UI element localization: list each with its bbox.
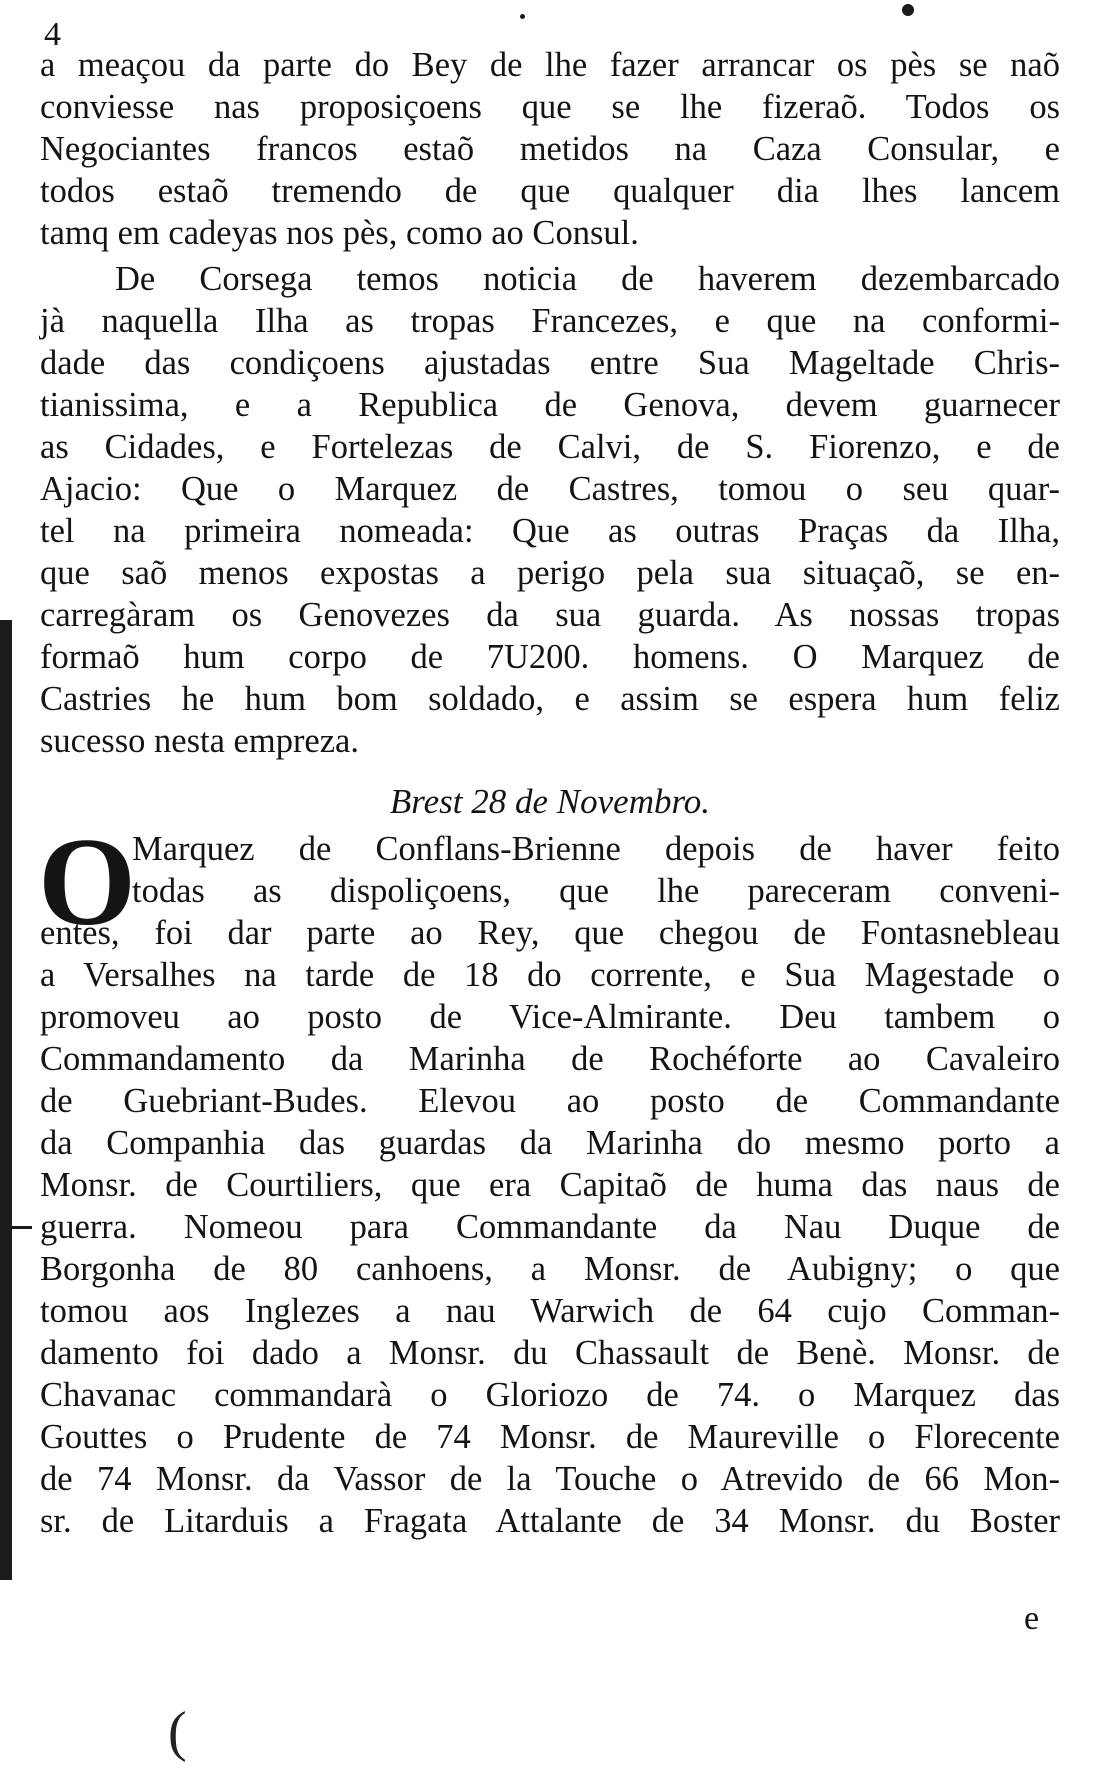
text-line: Marquez de Conflans-Brienne depois de haver feito	[132, 830, 1060, 868]
text-line: De Corsega temos noticia de haverem dezembarcado	[115, 260, 1060, 298]
paragraph-3	[38, 813, 1060, 1542]
text-line: promoveu ao posto de Vice-Almirante. Deu tambem o	[40, 998, 1060, 1036]
text-line: a meaçou da parte do Bey de lhe fazer arrancar os pès se naõ	[40, 46, 1060, 84]
ink-dot	[902, 4, 914, 16]
text-line: as Cidades, e Fortelezas de Calvi, de S. Fiorenzo, e de	[40, 428, 1060, 466]
text-line: que saõ menos expostas a perigo pela sua situaçaõ, se en-	[40, 554, 1060, 592]
text-line: tianissima, e a Republica de Genova, devem guarnecer	[40, 386, 1060, 424]
page-number: 4	[44, 16, 61, 53]
text-line: Monsr. de Courtiliers, que era Capitaõ de huma das naus de	[40, 1166, 1060, 1204]
text-line: sucesso nesta empreza.	[40, 722, 359, 760]
text-line: dade das condiçoens ajustadas entre Sua Mageltade Chris-	[40, 344, 1060, 382]
paragraph-1	[40, 44, 1060, 254]
text-line: Gouttes o Prudente de 74 Monsr. de Maureville o Florecente	[40, 1418, 1060, 1456]
text-line: todos estaõ tremendo de que qualquer dia lhes lancem	[40, 172, 1060, 210]
text-line: de Guebriant-Budes. Elevou ao posto de Commandante	[40, 1082, 1060, 1120]
ink-dot	[520, 14, 525, 19]
text-line: a Versalhes na tarde de 18 do corrente, e Sua Magestade o	[40, 956, 1060, 994]
text-line: Ajacio: Que o Marquez de Castres, tomou o seu quar-	[40, 470, 1060, 508]
text-line: entes, foi dar parte ao Rey, que chegou de Fontasnebleau	[40, 914, 1060, 952]
text-line: tamq em cadeyas nos pès, como ao Consul.	[40, 214, 639, 252]
text-line: de 74 Monsr. da Vassor de la Touche o Atrevido de 66 Mon-	[40, 1460, 1060, 1498]
text-line: tomou aos Inglezes a nau Warwich de 64 cujo Comman-	[40, 1292, 1060, 1330]
binding-edge	[0, 620, 12, 1580]
text-line: formaõ hum corpo de 7U200. homens. O Marquez de	[40, 638, 1060, 676]
text-line: Chavanac commandarà o Gloriozo de 74. o Marquez das	[40, 1376, 1060, 1414]
marginal-mark: (	[168, 1701, 187, 1763]
paragraph-2	[40, 258, 1060, 762]
text-line: sr. de Litarduis a Fragata Attalante de 34 Monsr. du Boster	[40, 1502, 1060, 1540]
text-line: guerra. Nomeou para Commandante da Nau Duque de	[40, 1208, 1060, 1246]
text-line: Negociantes francos estaõ metidos na Caza Consular, e	[40, 130, 1060, 168]
text-line: Borgonha de 80 canhoens, a Monsr. de Aubigny; o que	[40, 1250, 1060, 1288]
text-line: conviesse nas proposiçoens que se lhe fizeraõ. Todos os	[40, 88, 1060, 126]
text-line: todas as dispoliçoens, que lhe pareceram conveni-	[132, 872, 1060, 910]
text-line: jà naquella Ilha as tropas Francezes, e que na conformi-	[40, 302, 1060, 340]
drop-cap: O	[38, 813, 137, 952]
text-line: damento foi dado a Monsr. du Chassault de Benè. Monsr. de	[40, 1334, 1060, 1372]
text-line: Castries he hum bom soldado, e assim se espera hum feliz	[40, 680, 1060, 718]
binding-mark	[12, 1226, 32, 1229]
catchword: e	[1024, 1600, 1040, 1637]
dateline: Brest 28 de Novembro.	[389, 782, 711, 821]
text-line: da Companhia das guardas da Marinha do mesmo porto a	[40, 1124, 1060, 1162]
text-line: Commandamento da Marinha de Rochéforte ao Cavaleiro	[40, 1040, 1060, 1078]
text-line: tel na primeira nomeada: Que as outras Praças da Ilha,	[40, 512, 1060, 550]
text-line: carregàram os Genovezes da sua guarda. As nossas tropas	[40, 596, 1060, 634]
